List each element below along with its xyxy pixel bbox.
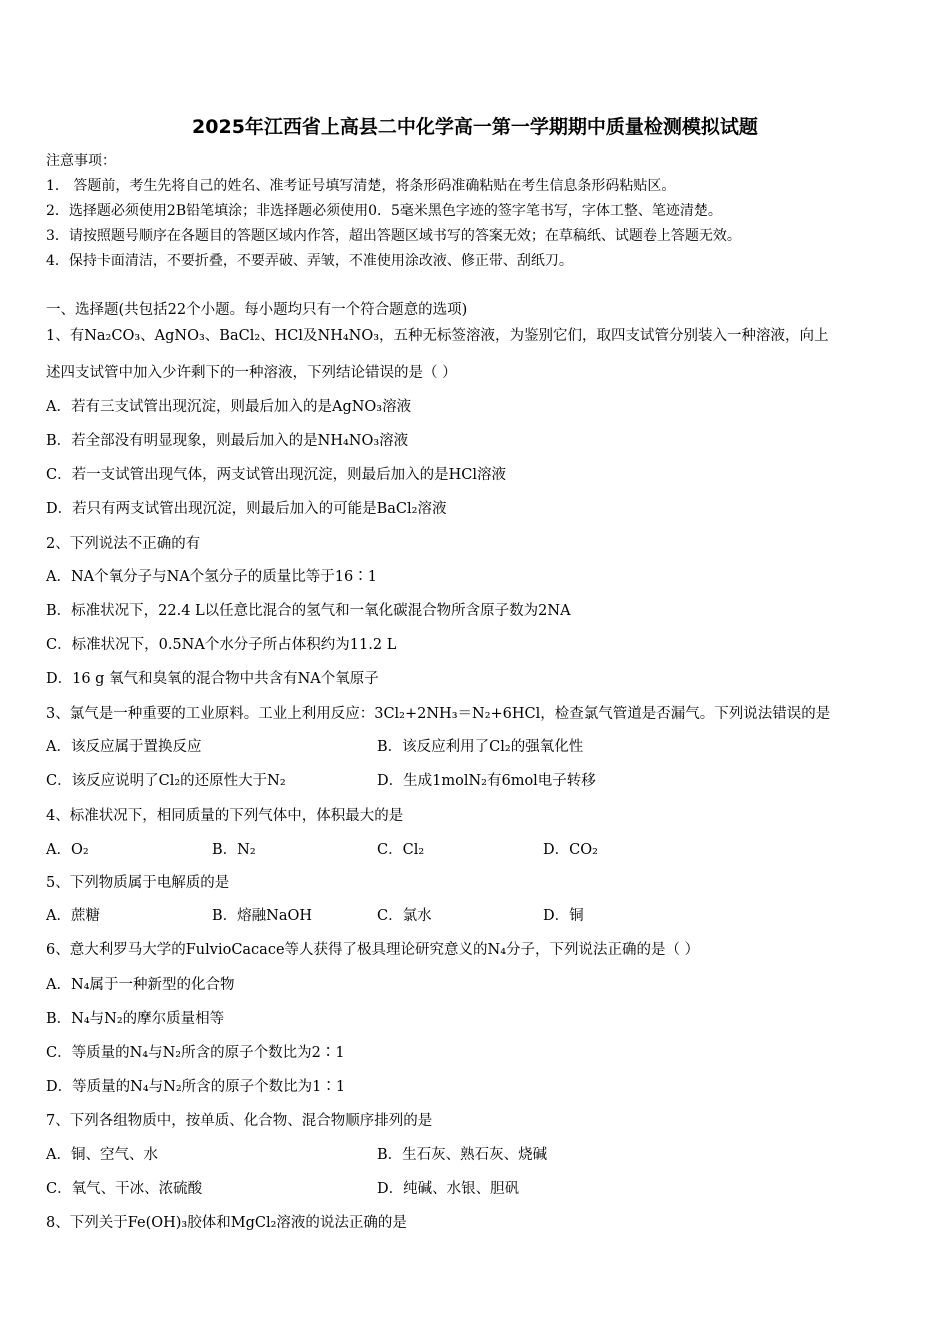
q5-option-c: C．氯水: [377, 908, 432, 924]
q7-option-b: B．生石灰、熟石灰、烧碱: [377, 1147, 548, 1163]
q6-option-c: C．等质量的N₄与N₂所含的原子个数比为2∶1: [46, 1045, 345, 1061]
q7-option-d: D．纯碱、水银、胆矾: [377, 1181, 520, 1197]
q4-option-b: B．N₂: [212, 842, 256, 858]
q2-option-d: D．16 g 氧气和臭氧的混合物中共含有NA个氧原子: [46, 671, 379, 687]
q6-stem: 6、意大利罗马大学的FulvioCacace等人获得了极具理论研究意义的N₄分子，下列说法正确的是（ ）: [46, 942, 700, 958]
q2-stem: 2、下列说法不正确的有: [46, 536, 201, 552]
q5-option-d: D．铜: [543, 908, 584, 924]
q1-option-a: A．若有三支试管出现沉淀，则最后加入的是AgNO₃溶液: [46, 399, 412, 415]
notice-item-4: 4．保持卡面清洁，不要折叠，不要弄破、弄皱，不准使用涂改液、修正带、刮纸刀。: [46, 253, 573, 269]
page-title: 2025年江西省上高县二中化学高一第一学期期中质量检测模拟试题: [192, 116, 758, 138]
q4-option-c: C．Cl₂: [377, 842, 425, 858]
q3-stem: 3、氯气是一种重要的工业原料。工业上利用反应：3Cl₂+2NH₃＝N₂+6HCl，检查氯气管道是否漏气。下列说法错误的是: [46, 706, 831, 722]
q7-option-c: C．氧气、干冰、浓硫酸: [46, 1181, 203, 1197]
q1-option-c: C．若一支试管出现气体，两支试管出现沉淀，则最后加入的是HCl溶液: [46, 467, 506, 483]
q6-option-d: D．等质量的N₄与N₂所含的原子个数比为1∶1: [46, 1079, 346, 1095]
q1-option-d: D．若只有两支试管出现沉淀，则最后加入的可能是BaCl₂溶液: [46, 501, 447, 517]
q5-option-b: B．熔融NaOH: [212, 908, 313, 924]
q4-option-a: A．O₂: [46, 842, 89, 858]
q3-option-d: D．生成1molN₂有6mol电子转移: [377, 773, 596, 789]
notice-item-3: 3．请按照题号顺序在各题目的答题区域内作答，超出答题区域书写的答案无效；在草稿纸、试题卷上答题无效。: [46, 228, 741, 244]
section-heading: 一、选择题(共包括22个小题。每小题均只有一个符合题意的选项): [46, 302, 468, 318]
q3-option-b: B．该反应利用了Cl₂的强氧化性: [377, 739, 584, 755]
notice-item-2: 2．选择题必须使用2B铅笔填涂；非选择题必须使用0．5毫米黑色字迹的签字笔书写，字体工整、笔迹清楚。: [46, 203, 722, 219]
q7-stem: 7、下列各组物质中，按单质、化合物、混合物顺序排列的是: [46, 1113, 433, 1129]
q8-stem: 8、下列关于Fe(OH)₃胶体和MgCl₂溶液的说法正确的是: [46, 1215, 407, 1231]
q4-option-d: D．CO₂: [543, 842, 598, 858]
q7-option-a: A．铜、空气、水: [46, 1147, 158, 1163]
q1-option-b: B．若全部没有明显现象，则最后加入的是NH₄NO₃溶液: [46, 433, 409, 449]
q3-option-c: C．该反应说明了Cl₂的还原性大于N₂: [46, 773, 286, 789]
q3-option-a: A．该反应属于置换反应: [46, 739, 202, 755]
q6-option-a: A．N₄属于一种新型的化合物: [46, 977, 235, 993]
q4-stem: 4、标准状况下，相同质量的下列气体中，体积最大的是: [46, 808, 404, 824]
q2-option-c: C．标准状况下，0.5NA个水分子所占体积约为11.2 L: [46, 637, 397, 653]
q5-option-a: A．蔗糖: [46, 908, 100, 924]
notice-item-1: 1． 答题前，考生先将自己的姓名、准考证号填写清楚，将条形码准确粘贴在考生信息条形码粘贴区。: [46, 178, 676, 194]
q5-stem: 5、下列物质属于电解质的是: [46, 875, 230, 891]
q2-option-a: A．NA个氧分子与NA个氢分子的质量比等于16∶1: [46, 569, 377, 585]
q1-stem-line2: 述四支试管中加入少许剩下的一种溶液，下列结论错误的是（ ）: [46, 365, 457, 381]
q1-stem-line1: 1、有Na₂CO₃、AgNO₃、BaCl₂、HCl及NH₄NO₃，五种无标签溶液，为鉴别它们，取四支试管分别装入一种溶液，向上: [46, 328, 829, 344]
notice-heading: 注意事项：: [46, 153, 116, 169]
q6-option-b: B．N₄与N₂的摩尔质量相等: [46, 1011, 225, 1027]
q2-option-b: B．标准状况下，22.4 L以任意比混合的氢气和一氧化碳混合物所含原子数为2NA: [46, 603, 571, 619]
